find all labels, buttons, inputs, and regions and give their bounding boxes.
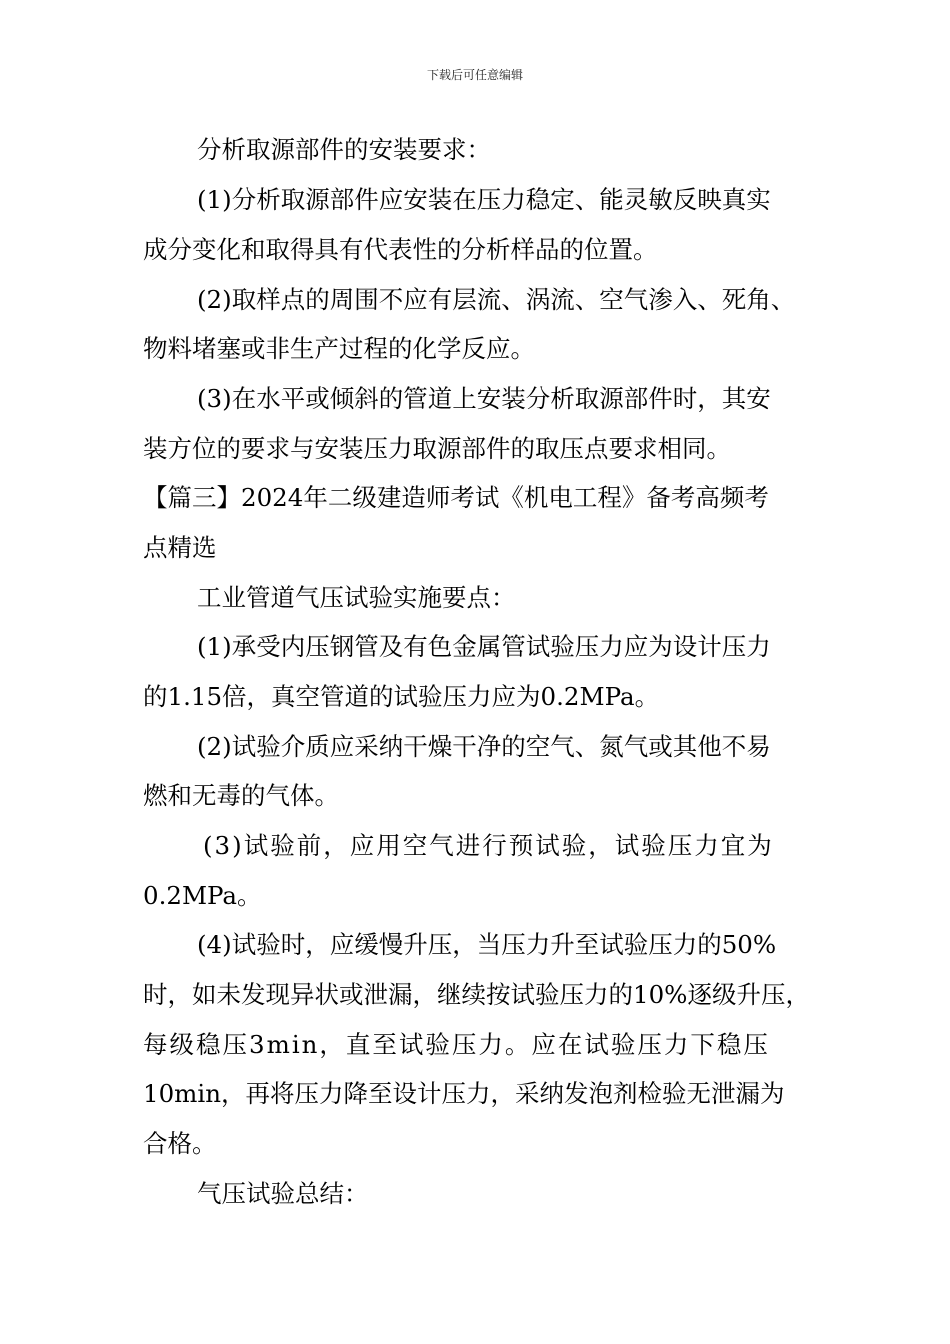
paragraph-line: 时，如未发现异状或泄漏，继续按试验压力的10%逐级升压， xyxy=(143,980,810,1009)
paragraph-line: (1)分析取源部件应安装在压力稳定、能灵敏反映真实 xyxy=(197,185,771,214)
section-title-part3-cont: 点精选 xyxy=(143,533,217,562)
section-heading-pressure-test: 工业管道气压试验实施要点： xyxy=(197,583,516,612)
paragraph-line: 物料堵塞或非生产过程的化学反应。 xyxy=(143,334,535,363)
section-title-part3: 【篇三】2024年二级建造师考试《机电工程》备考高频考 xyxy=(143,483,769,512)
paragraph-line: (2)取样点的周围不应有层流、涡流、空气渗入、死角、 xyxy=(197,285,796,314)
paragraph-line: (1)承受内压钢管及有色金属管试验压力应为设计压力 xyxy=(197,632,771,661)
section-heading-sampling: 分析取源部件的安装要求： xyxy=(197,135,491,164)
paragraph-line: 的1.15倍，真空管道的试验压力应为0.2MPa。 xyxy=(143,682,660,711)
paragraph-line: 0.2MPa。 xyxy=(143,881,262,910)
paragraph-line: (2)试验介质应采纳干燥干净的空气、氮气或其他不易 xyxy=(197,732,771,761)
paragraph-line: 燃和无毒的气体。 xyxy=(143,781,339,810)
paragraph-line: 10min，再将压力降至设计压力，采纳发泡剂检验无泄漏为 xyxy=(143,1079,785,1108)
paragraph-line: 每级稳压3min，直至试验压力。应在试验压力下稳压 xyxy=(143,1030,770,1059)
paragraph-line: (3)在水平或倾斜的管道上安装分析取源部件时，其安 xyxy=(197,384,771,413)
page-header: 下载后可任意编辑 xyxy=(426,68,523,82)
paragraph-line: (3)试验前，应用空气进行预试验，试验压力宜为 xyxy=(203,831,774,860)
paragraph-line: 合格。 xyxy=(143,1129,217,1158)
paragraph-line: (4)试验时，应缓慢升压，当压力升至试验压力的50% xyxy=(197,930,777,959)
paragraph-line: 成分变化和取得具有代表性的分析样品的位置。 xyxy=(143,235,658,264)
paragraph-line: 装方位的要求与安装压力取源部件的取压点要求相同。 xyxy=(143,434,731,463)
section-heading-summary: 气压试验总结： xyxy=(197,1179,369,1208)
